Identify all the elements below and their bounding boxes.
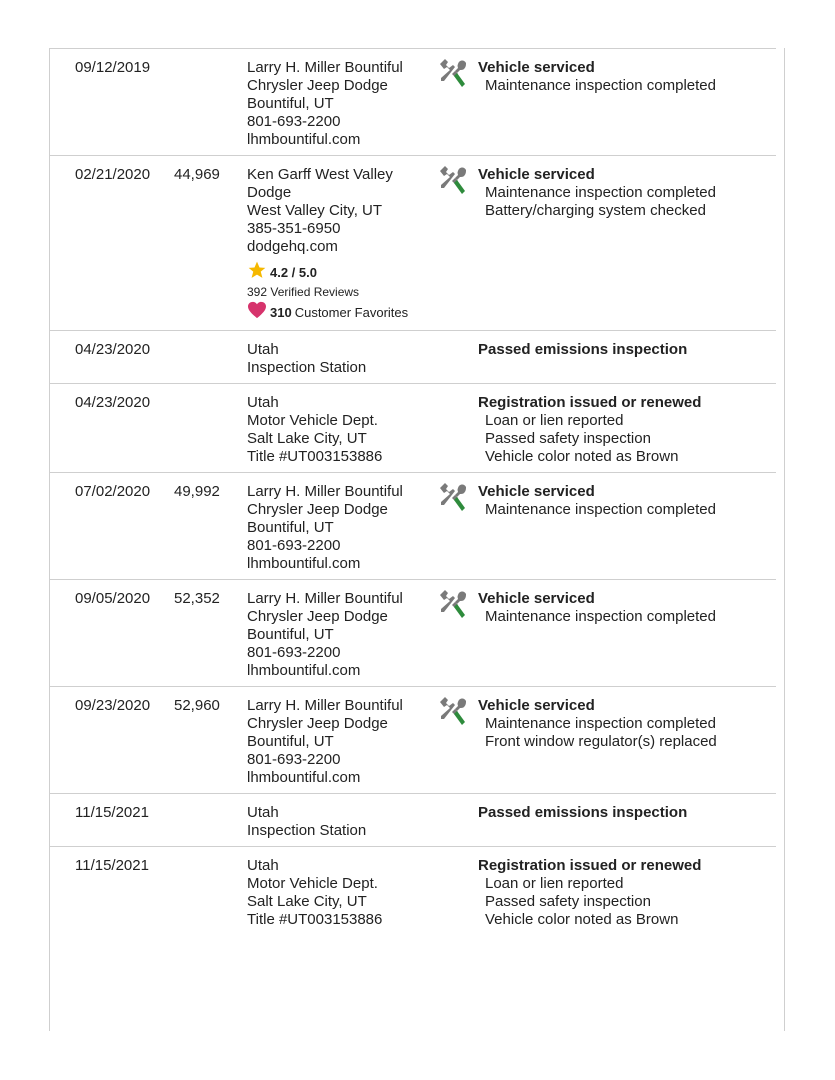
record-detail: Passed safety inspection [485,430,651,447]
source-line: Bountiful, UT [247,519,334,536]
record-detail: Maintenance inspection completed [485,77,716,94]
history-row [49,793,776,846]
source-line: Bountiful, UT [247,626,334,643]
source-line: Title #UT003153886 [247,911,383,928]
record-source [247,590,433,680]
rating-reviews[interactable]: 392 Verified Reviews [247,285,360,299]
record-detail: Battery/charging system checked [485,202,706,219]
record-mileage: 52,352 [174,590,220,607]
source-line: Larry H. Miller Bountiful [247,697,403,714]
source-line: 801-693-2200 [247,537,341,554]
record-comments [478,483,768,519]
source-website-link[interactable]: lhmbountiful.com [247,555,361,572]
source-line: Inspection Station [247,359,367,376]
source-line: Utah [247,804,279,821]
record-source [247,804,433,840]
record-detail: Vehicle color noted as Brown [485,448,679,465]
record-date: 09/23/2020 [75,697,151,714]
record-date: 09/12/2019 [75,59,151,76]
record-mileage: 44,969 [174,166,220,183]
dealer-rating [247,260,433,323]
record-detail: Loan or lien reported [485,875,624,892]
record-detail: Maintenance inspection completed [485,184,716,201]
record-date: 02/21/2020 [75,166,151,183]
record-title: Vehicle serviced [478,697,595,714]
source-line: Chrysler Jeep Dodge [247,501,388,518]
source-line: Salt Lake City, UT [247,893,367,910]
record-detail: Maintenance inspection completed [485,608,716,625]
record-detail: Maintenance inspection completed [485,715,716,732]
wrench-screwdriver-icon [436,588,468,620]
record-comments [478,59,768,95]
source-line: Dodge [247,184,292,201]
record-title: Vehicle serviced [478,59,595,76]
source-line: Motor Vehicle Dept. [247,412,378,429]
wrench-screwdriver-icon [436,481,468,513]
record-mileage: 52,960 [174,697,220,714]
wrench-screwdriver-icon [436,57,468,89]
source-website-link[interactable]: dodgehq.com [247,238,338,255]
record-source [247,697,433,787]
source-line: Larry H. Miller Bountiful [247,59,403,76]
history-row [49,472,776,579]
record-detail: Passed safety inspection [485,893,651,910]
history-table [49,48,776,926]
source-line: Ken Garff West Valley [247,166,393,183]
favorites-label: Customer Favorites [294,304,409,320]
star-icon [247,260,267,284]
source-line: Bountiful, UT [247,95,334,112]
record-date: 04/23/2020 [75,394,151,411]
record-title: Passed emissions inspection [478,341,688,358]
record-comments [478,857,768,929]
record-comments [478,697,768,751]
heart-icon [247,301,267,323]
history-row [49,579,776,686]
record-detail: Front window regulator(s) replaced [485,733,717,750]
source-line: 801-693-2200 [247,751,341,768]
record-mileage: 49,992 [174,483,220,500]
record-detail: Vehicle color noted as Brown [485,911,679,928]
record-date: 11/15/2021 [75,804,149,821]
source-line: Chrysler Jeep Dodge [247,715,388,732]
record-source [247,394,433,466]
record-source [247,341,433,377]
source-line: Chrysler Jeep Dodge [247,77,388,94]
source-website-link[interactable]: lhmbountiful.com [247,662,361,679]
source-line: 801-693-2200 [247,113,341,130]
record-date: 07/02/2020 [75,483,151,500]
wrench-screwdriver-icon [436,164,468,196]
history-row [49,686,776,793]
record-title: Registration issued or renewed [478,857,702,874]
record-comments [478,341,768,359]
record-comments [478,394,768,466]
record-source [247,483,433,573]
source-line: 385-351-6950 [247,220,341,237]
record-date: 11/15/2021 [75,857,149,874]
source-line: Inspection Station [247,822,367,839]
record-title: Vehicle serviced [478,166,595,183]
source-website-link[interactable]: lhmbountiful.com [247,769,361,786]
rating-score: 4.2 / 5.0 [270,264,317,280]
history-row [49,330,776,383]
history-row [49,383,776,472]
source-line: West Valley City, UT [247,202,383,219]
record-title: Vehicle serviced [478,590,595,607]
history-row [49,846,776,926]
record-title: Passed emissions inspection [478,804,688,821]
record-date: 04/23/2020 [75,341,151,358]
record-title: Vehicle serviced [478,483,595,500]
record-source [247,166,433,323]
record-source [247,59,433,149]
record-date: 09/05/2020 [75,590,151,607]
source-line: Utah [247,341,279,358]
record-comments [478,804,768,822]
source-line: Utah [247,857,279,874]
source-line: Utah [247,394,279,411]
source-line: Larry H. Miller Bountiful [247,483,403,500]
record-comments [478,166,768,220]
history-row [49,155,776,330]
record-title: Registration issued or renewed [478,394,702,411]
record-source [247,857,433,929]
source-line: Larry H. Miller Bountiful [247,590,403,607]
record-comments [478,590,768,626]
source-website-link[interactable]: lhmbountiful.com [247,131,361,148]
source-line: Motor Vehicle Dept. [247,875,378,892]
source-line: Bountiful, UT [247,733,334,750]
source-line: Salt Lake City, UT [247,430,367,447]
favorites-count: 310 [270,304,292,320]
source-line: Chrysler Jeep Dodge [247,608,388,625]
source-line: 801-693-2200 [247,644,341,661]
wrench-screwdriver-icon [436,695,468,727]
source-line: Title #UT003153886 [247,448,383,465]
record-detail: Maintenance inspection completed [485,501,716,518]
record-detail: Loan or lien reported [485,412,624,429]
history-row [49,48,776,155]
